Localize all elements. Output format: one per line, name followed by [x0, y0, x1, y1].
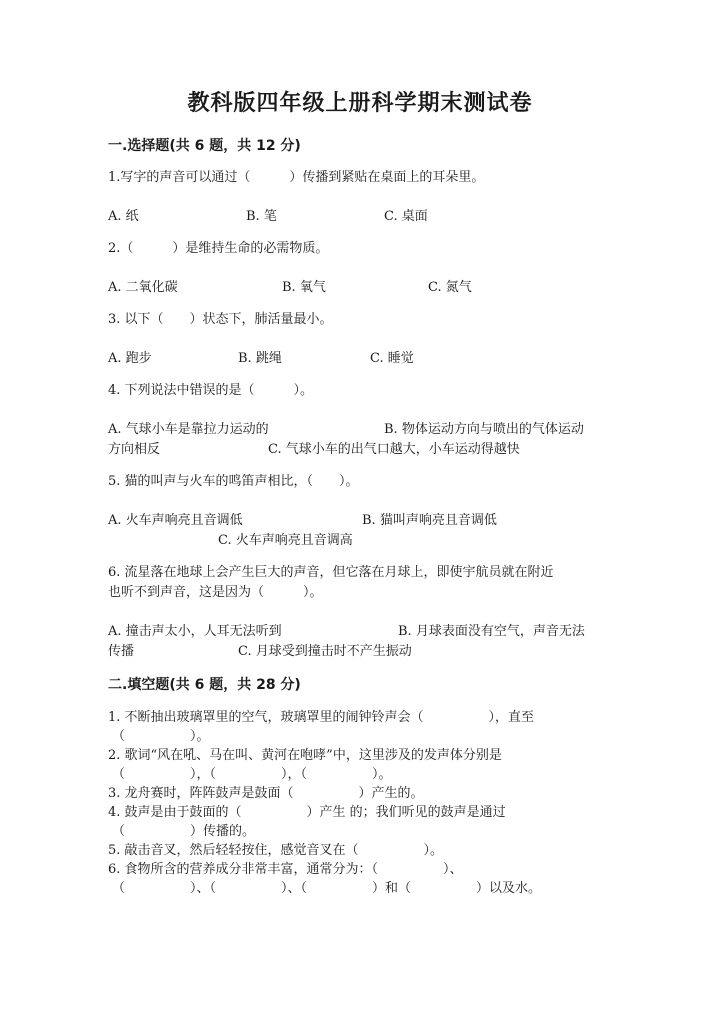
fill-4-line2: （ ）传播的。 [112, 824, 256, 839]
option-c[interactable]: C. 气球小车的出气口越大，小车运动得越快 [268, 442, 520, 457]
option-c[interactable]: C. 桌面 [384, 209, 428, 224]
option-b-continued: 方向相反 [108, 442, 161, 457]
option-c[interactable]: C. 火车声响亮且音调高 [218, 533, 353, 548]
option-c[interactable]: C. 月球受到撞击时不产生振动 [238, 644, 412, 659]
question-2-stem: 2.（ ）是维持生命的必需物质。 [108, 241, 329, 256]
page-title: 教科版四年级上册科学期末测试卷 [187, 91, 533, 116]
option-a[interactable]: A. 二氧化碳 [108, 280, 178, 295]
option-b[interactable]: B. 月球表面没有空气，声音无法 [398, 624, 585, 639]
option-a[interactable]: A. 跑步 [108, 351, 152, 366]
question-6-stem-line1: 6. 流星落在地球上会产生巨大的声音，但它落在月球上，即使宇航员就在附近 [108, 565, 554, 580]
option-b-continued: 传播 [108, 644, 135, 659]
question-5-options-row1 [108, 509, 628, 527]
fill-5: 5. 敲击音叉，然后轻轻按住，感觉音叉在（ ）。 [108, 843, 444, 858]
question-4-options-row2 [108, 438, 628, 456]
fill-4-line1: 4. 鼓声是由于鼓面的（ ）产生 的；我们听见的鼓声是通过 [108, 805, 506, 820]
question-5-options-row2 [108, 529, 628, 547]
fill-2-line1: 2. 歌词“风在吼、马在叫、黄河在咆哮”中，这里涉及的发声体分别是 [108, 748, 502, 763]
fill-6-line1: 6. 食物所含的营养成分非常丰富，通常分为：（ ）、 [108, 862, 463, 877]
fill-1-line1: 1. 不断抽出玻璃罩里的空气，玻璃罩里的闹钟铃声会（ ），直至 [108, 710, 535, 725]
option-b[interactable]: B. 氧气 [282, 280, 326, 295]
question-3-options [108, 347, 628, 365]
question-4-options-row1 [108, 418, 628, 436]
option-a[interactable]: A. 火车声响亮且音调低 [108, 513, 243, 528]
section-heading-choice: 一.选择题(共 6 题，共 12 分) [108, 138, 301, 154]
option-a[interactable]: A. 纸 [108, 209, 139, 224]
option-c[interactable]: C. 氮气 [428, 280, 472, 295]
question-6-options-row2 [108, 640, 628, 658]
question-6-options-row1 [108, 620, 628, 638]
option-a[interactable]: A. 撞击声太小，人耳无法听到 [108, 624, 282, 639]
option-b[interactable]: B. 猫叫声响亮且音调低 [362, 513, 497, 528]
question-4-stem: 4. 下列说法中错误的是（ ）。 [108, 383, 314, 398]
option-b[interactable]: B. 跳绳 [238, 351, 282, 366]
option-b[interactable]: B. 笔 [246, 209, 277, 224]
section-heading-fill: 二.填空题(共 6 题，共 28 分) [108, 677, 301, 693]
fill-6-line2: （ ）、（ ）、（ ）和（ ）以及水。 [112, 881, 542, 896]
option-a[interactable]: A. 气球小车是靠拉力运动的 [108, 422, 269, 437]
fill-1-line2: （ ）。 [112, 729, 210, 744]
question-3-stem: 3. 以下（ ）状态下，肺活量最小。 [108, 312, 333, 327]
question-5-stem: 5. 猫的叫声与火车的鸣笛声相比，（ ）。 [108, 474, 359, 489]
question-1-options [108, 205, 628, 223]
option-c[interactable]: C. 睡觉 [370, 351, 414, 366]
question-2-options [108, 276, 628, 294]
fill-2-line2: （ ），（ ），（ ）。 [112, 767, 392, 782]
question-6-stem-line2: 也听不到声音，这是因为（ ）。 [108, 585, 323, 600]
option-b[interactable]: B. 物体运动方向与喷出的气体运动 [384, 422, 584, 437]
fill-3: 3. 龙舟赛时，阵阵鼓声是鼓面（ ）产生的。 [108, 786, 424, 801]
question-1-stem: 1.写字的声音可以通过（ ）传播到紧贴在桌面上的耳朵里。 [108, 170, 485, 185]
